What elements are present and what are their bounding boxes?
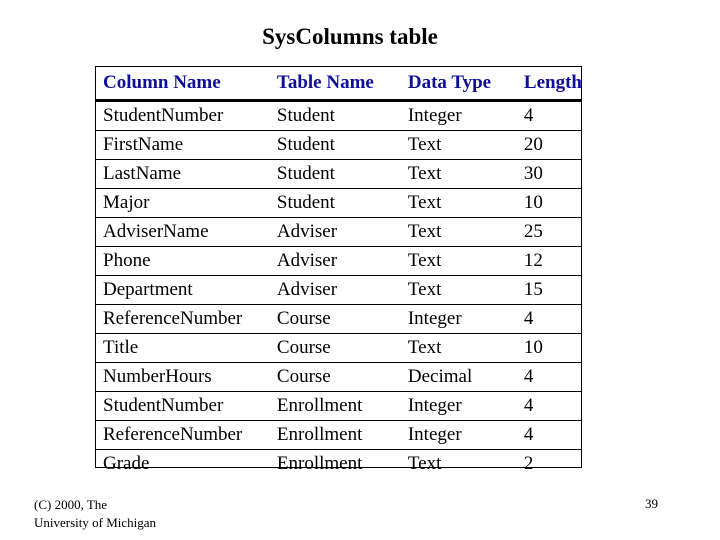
slide-title: SysColumns table bbox=[262, 24, 438, 49]
table-row bbox=[95, 189, 582, 218]
cell-table-name: Enrollment bbox=[276, 453, 363, 474]
cell-data-type: Text bbox=[400, 218, 516, 247]
cell-data-type: Integer bbox=[400, 305, 516, 334]
cell-column-name: StudentNumber bbox=[95, 101, 269, 131]
cell-table-name: Adviser bbox=[269, 276, 400, 305]
cell-length: 30 bbox=[516, 160, 582, 189]
cell-table-name: Student bbox=[269, 160, 400, 189]
cell-column-name: StudentNumber bbox=[95, 392, 269, 421]
table-row bbox=[95, 305, 582, 334]
cell-table-name: Student bbox=[269, 131, 400, 160]
cell-column-name: Phone bbox=[95, 247, 269, 276]
cell-data-type: Text bbox=[400, 247, 516, 276]
cell-column-name: Grade bbox=[103, 453, 150, 474]
cell-column-name: FirstName bbox=[95, 131, 269, 160]
cell-column-name: Major bbox=[95, 189, 269, 218]
cell-length: 4 bbox=[516, 101, 582, 131]
cell-column-name: ReferenceNumber bbox=[95, 421, 269, 450]
table-row bbox=[95, 421, 582, 450]
table-row bbox=[95, 131, 582, 160]
cell-table-name: Course bbox=[269, 305, 400, 334]
cell-length: 2 bbox=[523, 453, 534, 474]
cell-table-name: Course bbox=[269, 334, 400, 363]
cell-table-name: Student bbox=[269, 189, 400, 218]
cell-data-type: Integer bbox=[400, 101, 516, 131]
table-body bbox=[95, 101, 582, 479]
cell-table-name: Enrollment bbox=[269, 421, 400, 450]
cell-length: 4 bbox=[516, 363, 582, 392]
table-row bbox=[95, 160, 582, 189]
table-row bbox=[95, 218, 582, 247]
cell-length: 15 bbox=[516, 276, 582, 305]
cell-data-type: Decimal bbox=[400, 363, 516, 392]
column-header-data-type: Data Type bbox=[400, 66, 516, 101]
cell-length: 10 bbox=[516, 189, 582, 218]
cell-length: 20 bbox=[516, 131, 582, 160]
cell-column-name: NumberHours bbox=[95, 363, 269, 392]
column-header-length: Length bbox=[516, 66, 582, 101]
footer-copyright-line-2: University of Michigan bbox=[34, 515, 157, 530]
page-number: 39 bbox=[645, 496, 658, 511]
cell-table-name: Adviser bbox=[269, 218, 400, 247]
cell-length: 4 bbox=[516, 421, 582, 450]
cell-data-type: Text bbox=[407, 453, 442, 474]
cell-data-type: Text bbox=[400, 131, 516, 160]
column-header-column-name: Column Name bbox=[95, 66, 269, 101]
cell-data-type: Text bbox=[400, 189, 516, 218]
cell-column-name: Department bbox=[95, 276, 269, 305]
cell-length: 4 bbox=[516, 392, 582, 421]
cell-table-name: Enrollment bbox=[269, 392, 400, 421]
syscolumns-table bbox=[95, 66, 582, 478]
table-row bbox=[95, 363, 582, 392]
cell-data-type: Text bbox=[400, 276, 516, 305]
cell-data-type: Integer bbox=[400, 421, 516, 450]
cell-column-name: ReferenceNumber bbox=[95, 305, 269, 334]
cell-table-name: Course bbox=[269, 363, 400, 392]
cell-length: 12 bbox=[516, 247, 582, 276]
footer-copyright bbox=[34, 496, 156, 532]
cell-data-type: Text bbox=[400, 160, 516, 189]
cell-column-name: AdviserName bbox=[95, 218, 269, 247]
table-row bbox=[95, 276, 582, 305]
cell-length: 4 bbox=[516, 305, 582, 334]
cell-column-name: Title bbox=[95, 334, 269, 363]
table-row bbox=[95, 392, 582, 421]
cell-length: 25 bbox=[516, 218, 582, 247]
cell-data-type: Integer bbox=[400, 392, 516, 421]
cell-column-name: LastName bbox=[95, 160, 269, 189]
table-header-row bbox=[95, 66, 582, 101]
table-row bbox=[95, 247, 582, 276]
table-row bbox=[95, 101, 582, 131]
table-row bbox=[95, 450, 582, 479]
cell-table-name: Adviser bbox=[269, 247, 400, 276]
cell-table-name: Student bbox=[269, 101, 400, 131]
footer-copyright-line-1: (C) 2000, The bbox=[34, 497, 108, 512]
cell-length: 10 bbox=[516, 334, 582, 363]
table-row bbox=[95, 334, 582, 363]
column-header-table-name: Table Name bbox=[269, 66, 400, 101]
cell-data-type: Text bbox=[400, 334, 516, 363]
